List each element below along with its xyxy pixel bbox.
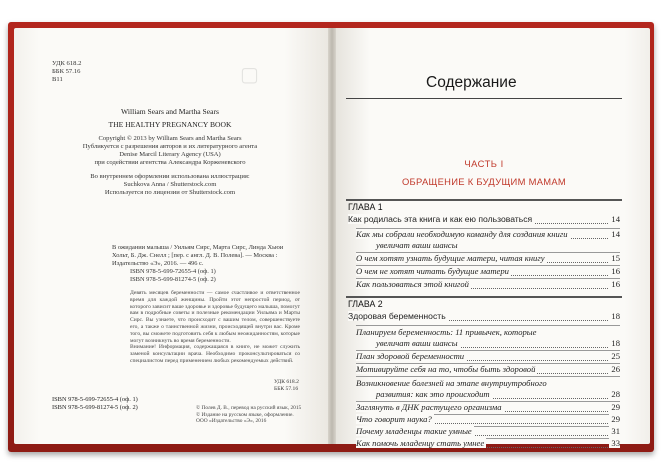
toc-entry-page: 29: [611, 414, 620, 424]
toc-entry[interactable]: [376, 389, 620, 401]
toc-entry-page: 31: [611, 426, 620, 436]
toc-entry[interactable]: [356, 253, 620, 265]
udk-block: [52, 60, 81, 84]
biblio-line-3: Издательство «Э», 2016. — 496 с.: [112, 260, 204, 267]
toc-entry-page: 33: [611, 438, 620, 448]
udk-code: УДК 618.2: [52, 60, 82, 67]
udk-block-2: [274, 379, 299, 393]
copyright-line: Copyright © 2013 by William Sears and Martha Sears: [98, 135, 242, 142]
bbk-code: ББК 57.16: [52, 68, 81, 75]
publish-line-3: при содействии агентства Александра Корженевского: [94, 159, 246, 166]
credits-block: [60, 108, 280, 197]
toc-entry-page: 16: [611, 279, 620, 289]
title-en: THE HEALTHY PREGNANCY BOOK: [108, 120, 232, 129]
toc-entry[interactable]: [348, 311, 620, 323]
udk-code-2: УДК 618.2: [274, 379, 299, 385]
chapter-divider: [346, 296, 622, 298]
row-divider: [356, 376, 620, 377]
toc-entry-title: Планируем беременность: 11 привычек, которые: [356, 327, 537, 337]
publish-line-2: Denise Marcil Literary Agency (USA): [119, 151, 221, 158]
row-divider: [356, 325, 620, 326]
copy-line-2: © Издание на русском языке, оформление.: [196, 411, 294, 418]
illus-line-2: Suchkova Anna / Shutterstock.com: [123, 181, 217, 188]
show-through-watermark: ▢: [240, 64, 259, 86]
biblio-isbn-2: ISBN 978-5-699-81274-5 (оф. 2): [130, 276, 216, 283]
toc-entry-title: План здоровой беременности: [356, 351, 465, 361]
warning-text: Внимание! Информация, содержащаяся в книге, не может служить заменой консультации врача. Необходимо проконсультироваться со специалистом перед применением любых рекомендуемых действий.: [130, 344, 300, 364]
publish-line-1: Публикуется с разрешения авторов и их литературного агента: [82, 143, 258, 150]
toc-entry[interactable]: [348, 214, 620, 226]
toc-entry-title: О чем не хотят читать будущие матери: [356, 266, 509, 276]
toc-entry-title: Как мы собрали необходимую команду для создания книги: [356, 229, 568, 239]
biblio-isbn-1: ISBN 978-5-699-72655-4 (оф. 1): [130, 268, 216, 275]
toc-entry-page: 26: [611, 364, 620, 374]
toc-entry-title: Как родилась эта книга и как ею пользоваться: [348, 214, 533, 224]
biblio-line-1: В ожидании малыша / Уильям Сирс, Марта Сирс, Линда Хьюи: [112, 244, 284, 251]
toc-heading: Содержание: [426, 74, 517, 91]
illus-line-1: Во внутреннем оформлении использована иллюстрация:: [90, 173, 250, 180]
toc-entry-title: Здоровая беременность: [348, 311, 446, 321]
toc-entry-title: увеличат ваши шансы: [376, 338, 458, 348]
part-title: ОБРАЩЕНИЕ К БУДУЩИМ МАМАМ: [401, 176, 567, 187]
toc-entry[interactable]: [356, 364, 620, 376]
toc-entry-page: 14: [611, 229, 620, 239]
toc-entry-title: Как помочь младенцу стать умнее: [356, 438, 485, 448]
toc-entry[interactable]: [356, 402, 620, 414]
toc-entry-title: Заглянуть в ДНК растущего организма: [356, 402, 502, 412]
toc-entry-title: Мотивируйте себя на то, чтобы быть здоровой: [356, 364, 536, 374]
biblio-line-2: Хольт, Б. Дж. Снелл ; [пер. с англ. Д. В. Полева]. — Москва :: [112, 252, 278, 259]
copy-line-3: ООО «Издательство «Э», 2016: [196, 418, 267, 425]
heading-divider: [346, 98, 622, 99]
toc-entry-page: 18: [611, 338, 620, 348]
authors-en: William Sears and Martha Sears: [121, 107, 219, 116]
chapter-divider: [346, 199, 622, 201]
isbn-block: [52, 396, 138, 412]
toc-entry-page: 28: [611, 389, 620, 399]
toc-entry[interactable]: [376, 338, 620, 350]
chapter-label: ГЛАВА 2: [348, 299, 383, 309]
bbk-code-2: ББК 57.16: [274, 385, 299, 392]
toc-entry-page: 14: [611, 214, 620, 224]
toc-entry-page: 25: [611, 351, 620, 361]
toc-entry[interactable]: [356, 266, 620, 278]
toc-entry-page: 16: [611, 266, 620, 276]
catalog-code: В11: [52, 76, 63, 83]
toc-entry[interactable]: [356, 279, 620, 291]
toc-entry-title: О чем хотят узнать будущие матери, читая книгу: [356, 253, 545, 263]
part-label: ЧАСТЬ I: [464, 158, 504, 169]
toc-entry[interactable]: [356, 426, 620, 438]
toc-entry-title: Как пользоваться этой книгой: [356, 279, 469, 289]
bibliographic-record: [112, 244, 318, 284]
illus-line-3: Используется по лицензии от Shutterstock.com: [104, 189, 236, 196]
description-text: Девять месяцев беременности — самое счастливое и ответственное время для каждой женщины. Пройти этот непростой период, от которого зависит ваше здоровье и здоровье будущего малыша, помогут вам в подробные советы и полезные рекомендации Уильяма и Марты Сирс. Вы узнаете, что происходит с вашим телом, совершенствуете его, а также о таинственной жизни, происходящей внутри вас. Кроме того, вы сможете подготовить себя к любым неожиданностям, которые могут возникнуть во время беременности.: [130, 290, 300, 344]
isbn-2: ISBN 978-5-699-81274-5 (оф. 2): [52, 404, 138, 411]
isbn-1: ISBN 978-5-699-72655-4 (оф. 1): [52, 396, 138, 403]
toc-entry-page: 29: [611, 402, 620, 412]
toc-entry[interactable]: [356, 438, 620, 450]
toc-entry[interactable]: [356, 351, 620, 363]
toc-entry-page: 18: [611, 311, 620, 321]
toc-entry-title: развития: как это происходит: [376, 389, 490, 399]
book-spine: [328, 28, 336, 444]
toc-entry[interactable]: [356, 414, 620, 426]
toc-entry-title: Возникновение болезней на этапе внутриутробного: [356, 378, 547, 388]
toc-entry-page: 15: [611, 253, 620, 263]
copy-line-1: © Полев Д. В., перевод на русский язык, 2015: [196, 405, 302, 411]
toc-entry-title: Что говорит наука?: [356, 414, 432, 424]
toc-entry-title: Почему младенцы такие умные: [356, 426, 472, 436]
copyright-block: [196, 405, 301, 425]
chapter-label: ГЛАВА 1: [348, 202, 383, 212]
toc-entry-continuation: увеличат ваши шансы: [376, 240, 458, 250]
